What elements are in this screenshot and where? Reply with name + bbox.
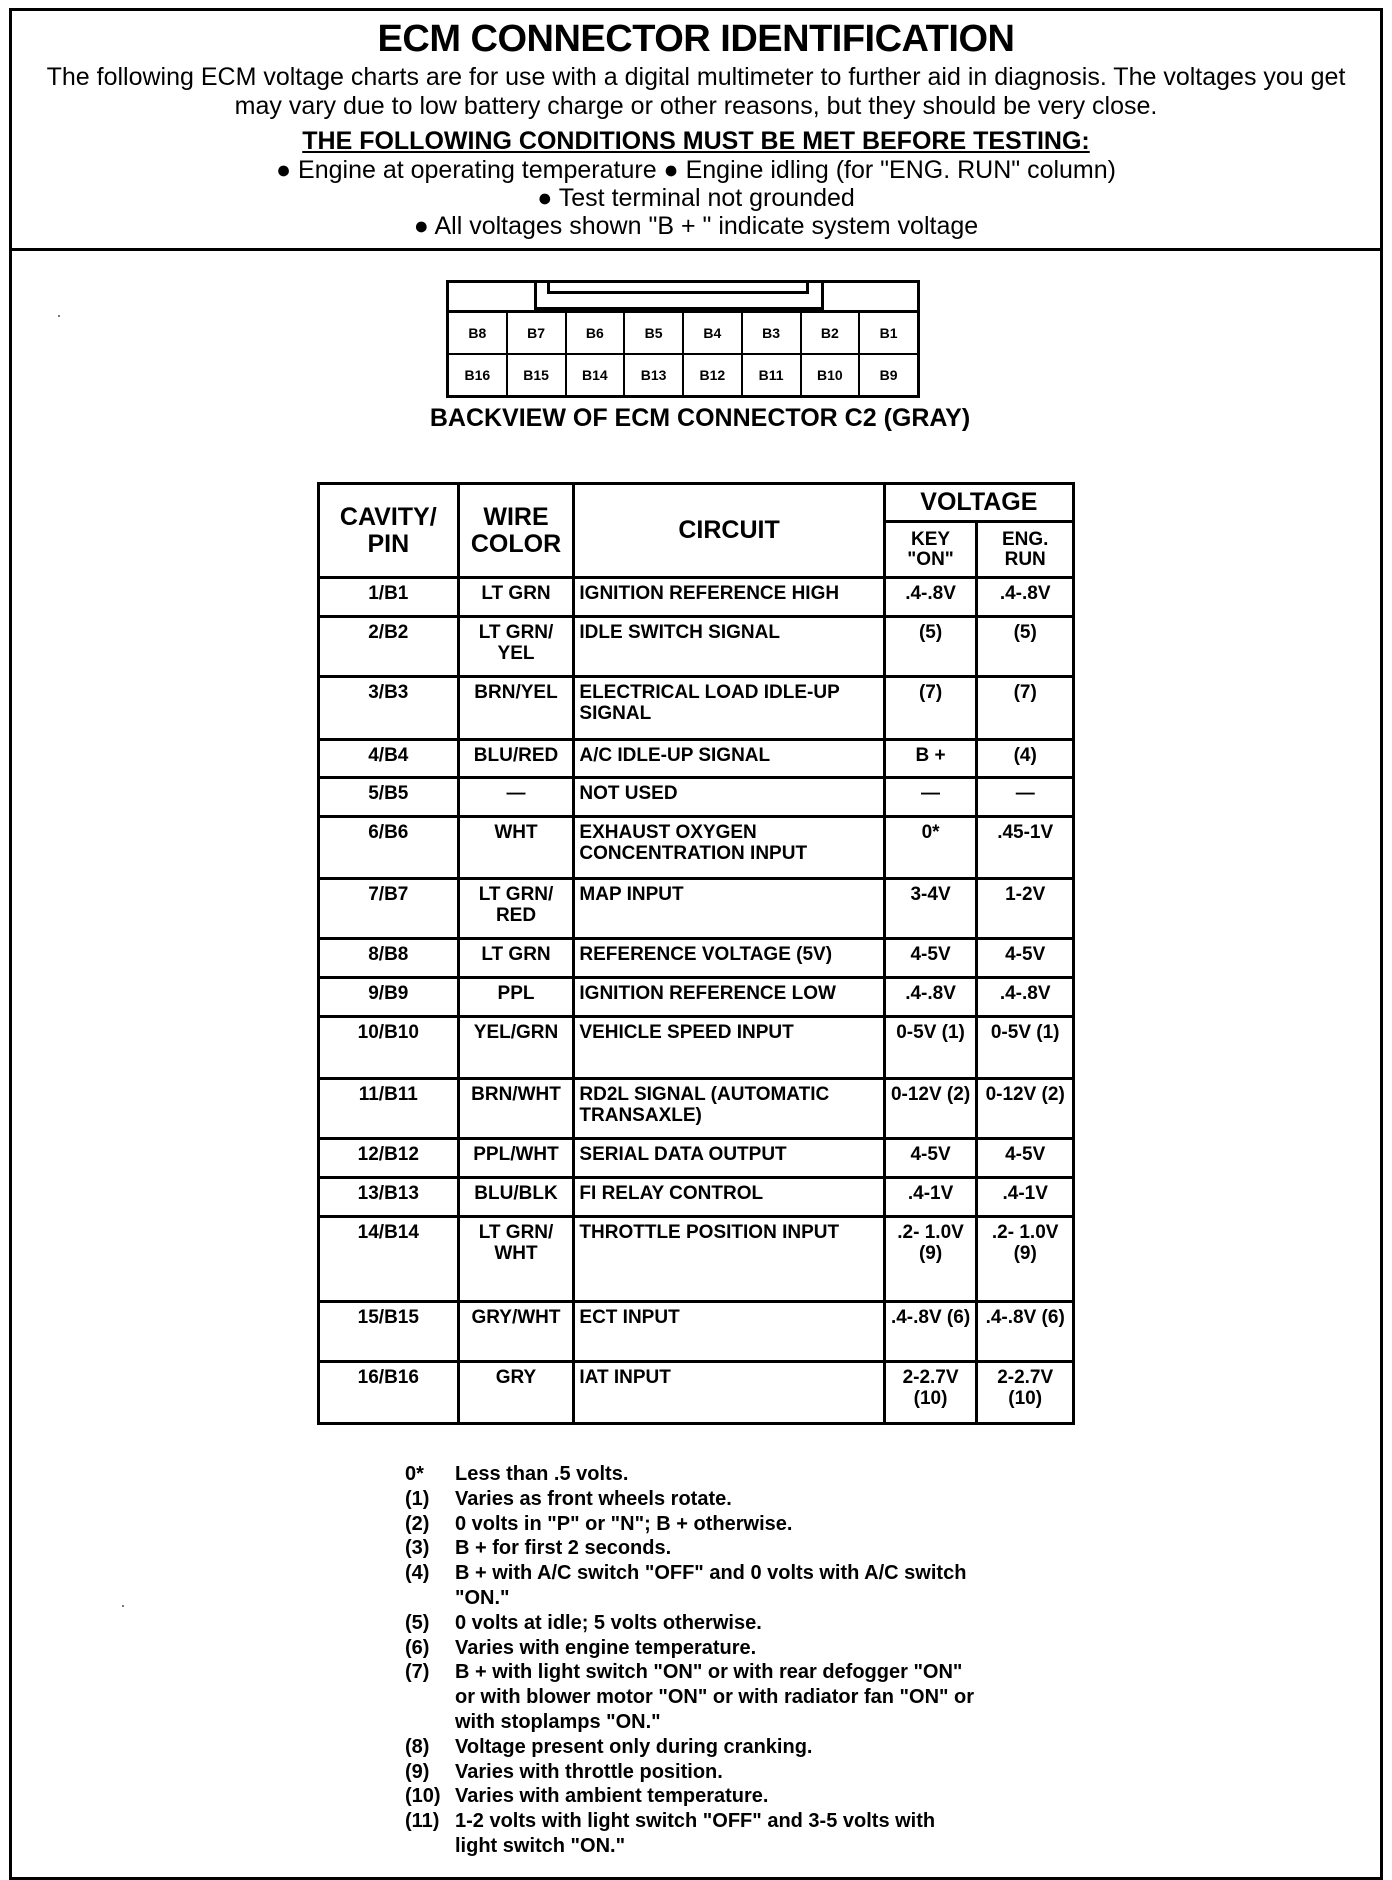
connector-pin: B14: [567, 355, 626, 397]
circuit: IAT INPUT: [574, 1362, 884, 1424]
table-row: [319, 617, 1074, 677]
cavity-pin: 12/B12: [319, 1139, 459, 1178]
voltage-eng-run: (7): [977, 677, 1074, 740]
footnote-text: Varies with throttle position.: [455, 1760, 723, 1783]
footnote-key: (1): [405, 1487, 430, 1510]
cavity-pin: 5/B5: [319, 778, 459, 817]
table-row: [319, 740, 1074, 778]
voltage-key-on: 3-4V: [884, 879, 977, 939]
wire-color: BLU/BLK: [458, 1178, 574, 1217]
footnotes: [405, 1462, 975, 1859]
wire-color: LT GRN: [458, 578, 574, 617]
footnote-text: Varies with engine temperature.: [455, 1636, 757, 1659]
voltage-key-on: .4-.8V: [884, 978, 977, 1017]
wire-color: BLU/RED: [458, 740, 574, 778]
connector-diagram: [446, 280, 920, 394]
footnote: [405, 1487, 975, 1512]
header-key-on: KEY "ON": [884, 522, 977, 578]
footnote-key: (4): [405, 1562, 430, 1585]
circuit: A/C IDLE-UP SIGNAL: [574, 740, 884, 778]
wire-color: BRN/YEL: [458, 677, 574, 740]
condition-line: ● All voltages shown "B + " indicate system voltage: [413, 212, 979, 240]
table-row: [319, 1217, 1074, 1302]
header-wire-color: WIRE COLOR: [458, 484, 574, 578]
voltage-eng-run: 4-5V: [977, 939, 1074, 978]
footnote-text: 0 volts at idle; 5 volts otherwise.: [455, 1611, 762, 1634]
connector-pin: B6: [567, 313, 626, 355]
voltage-key-on: 0-5V (1): [884, 1017, 977, 1079]
cavity-pin: 16/B16: [319, 1362, 459, 1424]
footnote-key: (3): [405, 1537, 430, 1560]
footnote-key: 0*: [405, 1463, 424, 1485]
circuit: VEHICLE SPEED INPUT: [574, 1017, 884, 1079]
footnote: [405, 1611, 975, 1636]
condition-line: ● Test terminal not grounded: [537, 184, 855, 212]
voltage-eng-run: 1-2V: [977, 879, 1074, 939]
table-row: [319, 978, 1074, 1017]
footnote-text: B + with light switch "ON" or with rear defogger "ON" or with blower motor "ON" or with radiator fan "ON" or with stoplamps "ON.": [455, 1661, 975, 1733]
cavity-pin: 11/B11: [319, 1079, 459, 1139]
cavity-pin: 4/B4: [319, 740, 459, 778]
voltage-key-on: (7): [884, 677, 977, 740]
voltage-key-on: 2-2.7V (10): [884, 1362, 977, 1424]
intro-text: The following ECM voltage charts are for use with a digital multimeter to further aid in diagnosis. The voltages you get may vary due to low battery charge or other reasons, but they should be very close.: [46, 63, 1346, 120]
header-cavity: CAVITY/ PIN: [319, 484, 459, 578]
wire-color: LT GRN: [458, 939, 574, 978]
footnote-key: (11): [405, 1810, 440, 1833]
condition-line: ● Engine at operating temperature ● Engine idling (for "ENG. RUN" column): [275, 156, 1116, 184]
connector-pin: B15: [508, 355, 567, 397]
connector-pin: B10: [802, 355, 861, 397]
voltage-eng-run: 0-12V (2): [977, 1079, 1074, 1139]
scan-speck: [58, 315, 60, 317]
footnote: [405, 1784, 975, 1809]
wire-color: LT GRN/ RED: [458, 879, 574, 939]
scan-speck: [122, 1605, 124, 1607]
voltage-eng-run: —: [977, 778, 1074, 817]
circuit: IDLE SWITCH SIGNAL: [574, 617, 884, 677]
header-eng-run: ENG. RUN: [977, 522, 1074, 578]
cavity-pin: 10/B10: [319, 1017, 459, 1079]
connector-pin: B5: [625, 313, 684, 355]
wire-color: GRY/WHT: [458, 1302, 574, 1362]
voltage-eng-run: (5): [977, 617, 1074, 677]
connector-pin: B16: [449, 355, 508, 397]
footnote: [405, 1462, 975, 1487]
cavity-pin: 7/B7: [319, 879, 459, 939]
wire-color: LT GRN/ YEL: [458, 617, 574, 677]
circuit: IGNITION REFERENCE LOW: [574, 978, 884, 1017]
footnote-key: (6): [405, 1636, 430, 1659]
footnote: [405, 1735, 975, 1760]
cavity-pin: 13/B13: [319, 1178, 459, 1217]
cavity-pin: 3/B3: [319, 677, 459, 740]
table-row: [319, 1362, 1074, 1424]
connector-pin: B4: [684, 313, 743, 355]
footnote-key: (10): [405, 1785, 441, 1808]
wire-color: GRY: [458, 1362, 574, 1424]
voltage-key-on: (5): [884, 617, 977, 677]
circuit: RD2L SIGNAL (AUTOMATIC TRANSAXLE): [574, 1079, 884, 1139]
footnote: [405, 1536, 975, 1561]
footnote-key: (9): [405, 1760, 430, 1783]
wire-color: —: [458, 778, 574, 817]
wire-color: PPL: [458, 978, 574, 1017]
table-row: [319, 578, 1074, 617]
voltage-key-on: 4-5V: [884, 1139, 977, 1178]
wire-color: BRN/WHT: [458, 1079, 574, 1139]
wire-color: PPL/WHT: [458, 1139, 574, 1178]
footnote: [405, 1660, 975, 1734]
cavity-pin: 9/B9: [319, 978, 459, 1017]
footnote: [405, 1636, 975, 1661]
connector-pin: B11: [743, 355, 802, 397]
voltage-key-on: 4-5V: [884, 939, 977, 978]
connector-pin: B3: [743, 313, 802, 355]
cavity-pin: 8/B8: [319, 939, 459, 978]
table-row: [319, 1302, 1074, 1362]
footnote: [405, 1512, 975, 1537]
connector-key: [534, 280, 824, 310]
footnote-text: Less than .5 volts.: [455, 1463, 629, 1485]
voltage-key-on: .2- 1.0V (9): [884, 1217, 977, 1302]
footnote-key: (2): [405, 1512, 430, 1535]
voltage-eng-run: .4-.8V (6): [977, 1302, 1074, 1362]
voltage-key-on: .4-.8V (6): [884, 1302, 977, 1362]
table-row: [319, 817, 1074, 879]
circuit: REFERENCE VOLTAGE (5V): [574, 939, 884, 978]
page-title: ECM CONNECTOR IDENTIFICATION: [377, 18, 1015, 60]
connector-pin: B13: [625, 355, 684, 397]
voltage-key-on: —: [884, 778, 977, 817]
footnote: [405, 1760, 975, 1785]
circuit: EXHAUST OXYGEN CONCENTRATION INPUT: [574, 817, 884, 879]
footnote-text: Varies as front wheels rotate.: [455, 1487, 732, 1510]
header-circuit: CIRCUIT: [574, 484, 884, 578]
footnote-text: 1-2 volts with light switch "OFF" and 3-5 volts with light switch "ON.": [455, 1810, 936, 1857]
footnote-key: (5): [405, 1611, 430, 1634]
header-voltage: VOLTAGE: [884, 484, 1073, 522]
footnote: [405, 1561, 975, 1611]
cavity-pin: 15/B15: [319, 1302, 459, 1362]
voltage-eng-run: 4-5V: [977, 1139, 1074, 1178]
connector-housing: [446, 280, 920, 310]
table-row: [319, 778, 1074, 817]
voltage-eng-run: .4-.8V: [977, 578, 1074, 617]
voltage-eng-run: (4): [977, 740, 1074, 778]
voltage-eng-run: 2-2.7V (10): [977, 1362, 1074, 1424]
wire-color: YEL/GRN: [458, 1017, 574, 1079]
circuit: FI RELAY CONTROL: [574, 1178, 884, 1217]
table-row: [319, 1017, 1074, 1079]
connector-pin: B8: [449, 313, 508, 355]
circuit: MAP INPUT: [574, 879, 884, 939]
voltage-eng-run: .45-1V: [977, 817, 1074, 879]
voltage-key-on: .4-1V: [884, 1178, 977, 1217]
voltage-eng-run: .4-1V: [977, 1178, 1074, 1217]
voltage-key-on: 0*: [884, 817, 977, 879]
footnote-text: B + with A/C switch "OFF" and 0 volts with A/C switch "ON.": [455, 1562, 967, 1609]
connector-pin: B1: [860, 313, 919, 355]
cavity-pin: 2/B2: [319, 617, 459, 677]
footnote-text: 0 volts in "P" or "N"; B + otherwise.: [455, 1512, 793, 1535]
footnote-text: B + for first 2 seconds.: [455, 1537, 672, 1560]
footnote-key: (8): [405, 1735, 430, 1758]
table-row: [319, 939, 1074, 978]
table-row: [319, 1178, 1074, 1217]
header-box: [9, 8, 1383, 251]
circuit: SERIAL DATA OUTPUT: [574, 1139, 884, 1178]
footnote-key: (7): [405, 1661, 430, 1684]
connector-pins: [446, 310, 920, 398]
wire-color: WHT: [458, 817, 574, 879]
connector-pin: B9: [860, 355, 919, 397]
voltage-eng-run: 0-5V (1): [977, 1017, 1074, 1079]
table-row: [319, 1139, 1074, 1178]
voltage-key-on: 0-12V (2): [884, 1079, 977, 1139]
circuit: NOT USED: [574, 778, 884, 817]
voltage-eng-run: .2- 1.0V (9): [977, 1217, 1074, 1302]
table-row: [319, 1079, 1074, 1139]
voltage-eng-run: .4-.8V: [977, 978, 1074, 1017]
cavity-pin: 14/B14: [319, 1217, 459, 1302]
wire-color: LT GRN/ WHT: [458, 1217, 574, 1302]
voltage-key-on: B +: [884, 740, 977, 778]
voltage-key-on: .4-.8V: [884, 578, 977, 617]
circuit: THROTTLE POSITION INPUT: [574, 1217, 884, 1302]
footnote-text: Voltage present only during cranking.: [455, 1735, 813, 1758]
circuit: ECT INPUT: [574, 1302, 884, 1362]
circuit: ELECTRICAL LOAD IDLE-UP SIGNAL: [574, 677, 884, 740]
connector-pin: B12: [684, 355, 743, 397]
cavity-pin: 1/B1: [319, 578, 459, 617]
circuit: IGNITION REFERENCE HIGH: [574, 578, 884, 617]
table-row: [319, 677, 1074, 740]
connector-caption: BACKVIEW OF ECM CONNECTOR C2 (GRAY): [429, 404, 971, 432]
connector-pin: B2: [802, 313, 861, 355]
cavity-pin: 6/B6: [319, 817, 459, 879]
footnote: [405, 1809, 975, 1859]
conditions-title: THE FOLLOWING CONDITIONS MUST BE MET BEFORE TESTING:: [302, 127, 1090, 155]
connector-pin: B7: [508, 313, 567, 355]
footnote-text: Varies with ambient temperature.: [455, 1785, 769, 1808]
voltage-table: [317, 482, 1075, 1425]
table-row: [319, 879, 1074, 939]
